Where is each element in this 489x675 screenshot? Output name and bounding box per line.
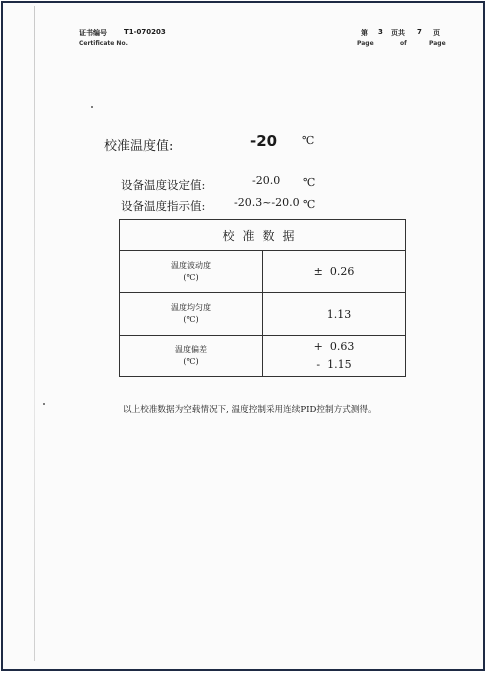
page-label-en: Page xyxy=(357,40,374,47)
row-label-line2: (℃) xyxy=(183,272,199,282)
row-value-positive: + 0.63 xyxy=(313,340,355,353)
set-temp-unit: ℃ xyxy=(303,176,316,189)
indicated-temp-value: -20.3~-20.0 xyxy=(234,196,300,209)
row-label-fluctuation xyxy=(120,251,263,293)
table-row xyxy=(120,293,406,336)
row-value: 1.13 xyxy=(326,307,352,321)
row-label-deviation xyxy=(120,336,263,377)
measurement-note: 以上校准数据为空载情况下, 温度控制采用连续PID控制方式测得。 xyxy=(123,405,377,415)
page-margin-line xyxy=(34,6,35,661)
scan-speck xyxy=(43,403,45,405)
page-label-cn: 第 xyxy=(361,29,368,37)
page-suffix-cn: 页 xyxy=(433,29,440,37)
row-label-line1: 温度均匀度 xyxy=(171,303,211,312)
certificate-number-label-en: Certificate No. xyxy=(79,40,128,47)
row-value: ± 0.26 xyxy=(313,265,355,278)
page-total: 7 xyxy=(417,28,422,36)
row-value-negative: - 1.15 xyxy=(316,358,352,371)
scan-speck xyxy=(91,106,93,108)
certificate-number-label-cn: 证书编号 xyxy=(79,29,107,37)
certificate-number-value: T1-070203 xyxy=(124,28,166,36)
indicated-temp-label: 设备温度指示值: xyxy=(121,199,206,213)
of-label-en: of xyxy=(400,40,407,47)
row-label-line1: 温度偏差 xyxy=(175,345,207,354)
set-temp-label: 设备温度设定值: xyxy=(121,178,206,192)
row-label-line2: (℃) xyxy=(183,357,199,366)
calibration-temp-value: -20 xyxy=(250,132,278,150)
row-value-uniformity xyxy=(263,293,406,336)
table-title: 校准数据 xyxy=(120,220,406,251)
row-value-deviation xyxy=(263,336,406,377)
set-temp-value: -20.0 xyxy=(252,174,281,187)
table-row xyxy=(120,251,406,293)
row-value-fluctuation xyxy=(263,251,406,293)
page-suffix-en: Page xyxy=(429,40,446,47)
page-total-label-cn: 页共 xyxy=(391,29,405,37)
indicated-temp-unit: ℃ xyxy=(303,198,316,211)
calibration-data-table xyxy=(119,219,406,377)
row-label-uniformity xyxy=(120,293,263,336)
row-label-line1: 温度波动度 xyxy=(171,260,211,270)
table-row xyxy=(120,336,406,377)
calibration-temp-label: 校准温度值: xyxy=(104,139,174,154)
calibration-temp-unit: ℃ xyxy=(302,134,315,147)
page-number: 3 xyxy=(378,28,383,36)
row-label-line2: (℃) xyxy=(183,315,199,324)
